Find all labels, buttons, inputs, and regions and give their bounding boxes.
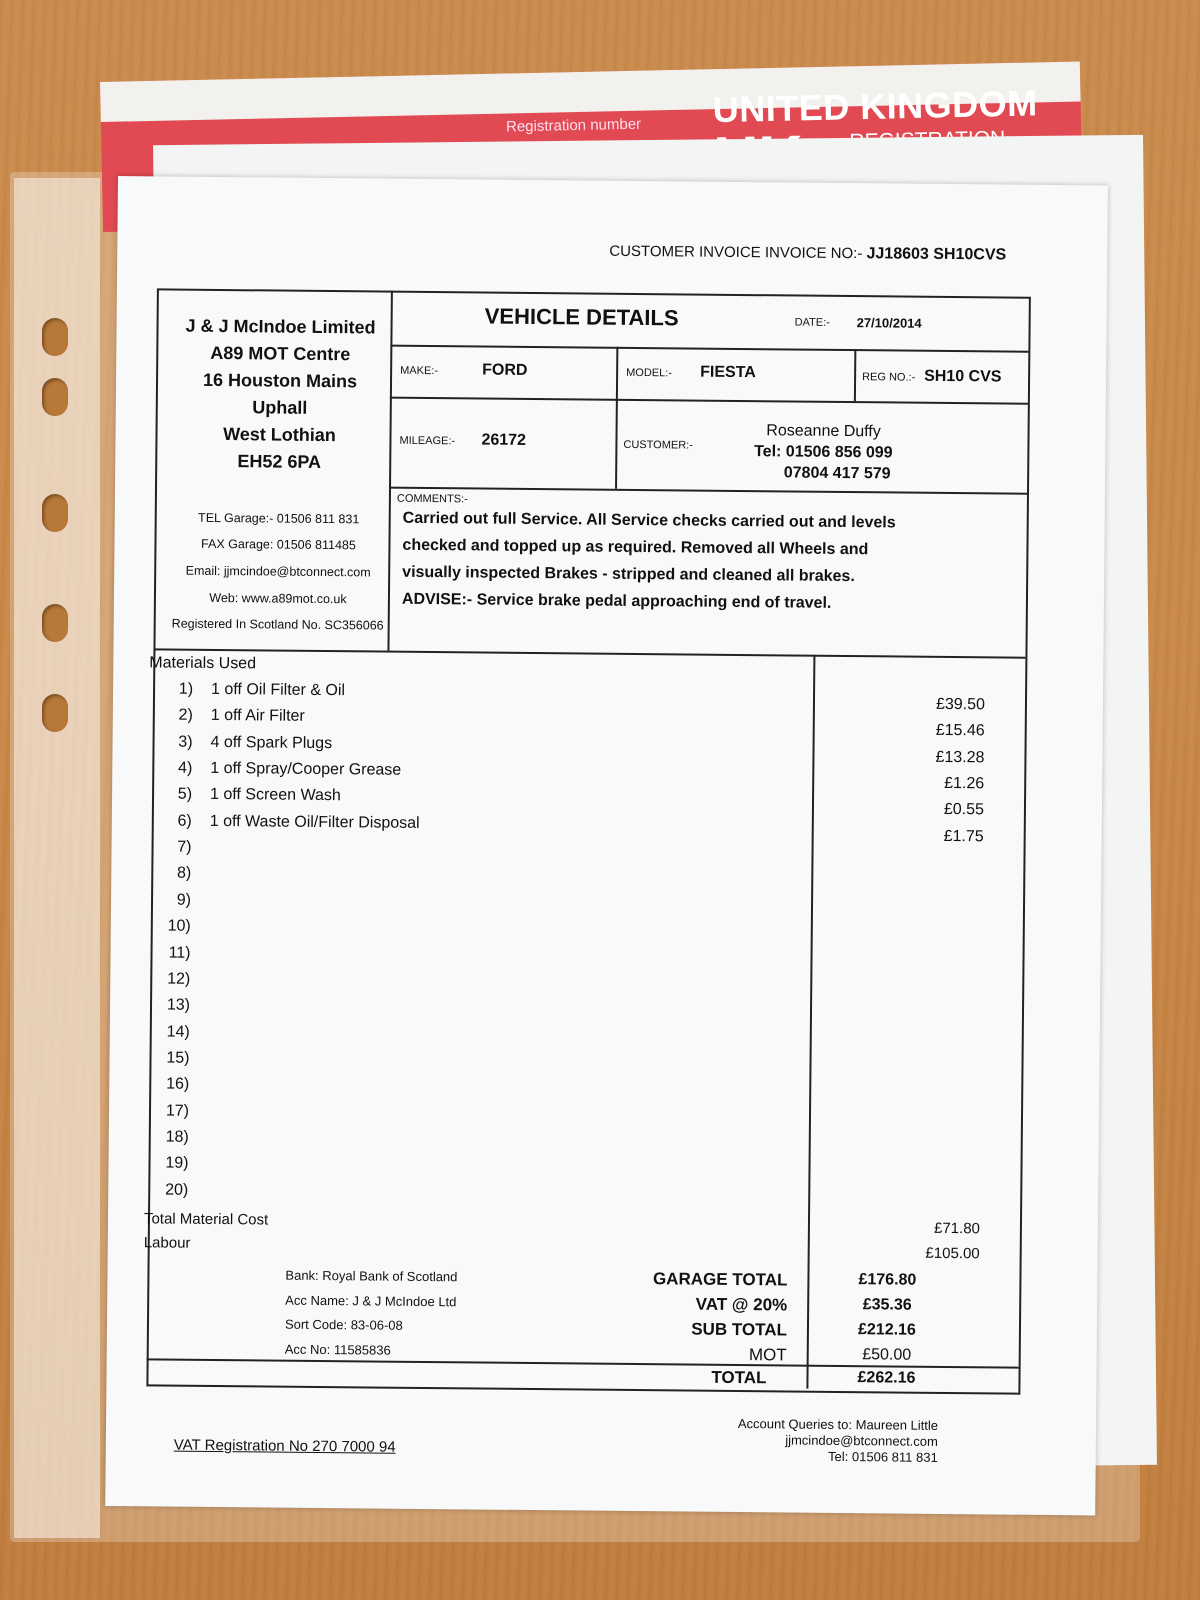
bank-name: Bank: Royal Bank of Scotland [285, 1267, 458, 1285]
sub-total-value: £212.16 [857, 1321, 916, 1339]
mileage-value: 26172 [481, 431, 527, 449]
model-value: FIESTA [700, 363, 756, 382]
bank-acc-name: Acc Name: J & J McIndoe Ltd [285, 1292, 457, 1310]
material-row [147, 838, 209, 857]
mot-label: MOT [748, 1345, 787, 1365]
material-row [144, 1154, 206, 1173]
material-number: 14) [166, 1023, 190, 1041]
garage-total-label: GARAGE TOTAL [652, 1269, 788, 1290]
garage-address [159, 312, 401, 476]
vat-label: VAT @ 20% [695, 1294, 788, 1315]
comments-text [402, 505, 1003, 619]
material-row [144, 1181, 206, 1200]
customer-label: CUSTOMER:- [623, 438, 693, 452]
comments-label: COMMENTS:- [396, 492, 468, 506]
invoice-header-label: CUSTOMER INVOICE INVOICE NO:- [609, 242, 863, 263]
material-row [145, 1128, 207, 1147]
material-number: 17) [165, 1102, 190, 1120]
material-number: 11) [168, 944, 191, 962]
material-price: £0.55 [943, 800, 985, 819]
material-number: 16) [166, 1075, 190, 1093]
account-queries [666, 1415, 938, 1466]
material-row [145, 1049, 207, 1068]
reg-value: SH10 CVS [924, 367, 1002, 386]
material-row [146, 970, 208, 989]
material-row [148, 759, 401, 779]
vat-value: £35.36 [862, 1296, 912, 1314]
address-line: Uphall [252, 397, 308, 418]
address-line: 16 Houston Mains [202, 369, 358, 392]
material-number: 8) [176, 864, 192, 882]
material-number: 1) [178, 680, 194, 698]
labour-value: £105.00 [925, 1244, 980, 1263]
material-row [145, 1102, 207, 1121]
customer-details [693, 420, 954, 485]
material-number: 2) [178, 706, 193, 724]
invoice-page [105, 176, 1108, 1515]
garage-fax: FAX Garage: 01506 811485 [201, 536, 356, 553]
vat-registration: VAT Registration No 270 7000 94 [173, 1436, 396, 1456]
material-number: 5) [177, 785, 193, 803]
garage-tel: TEL Garage:- 01506 811 831 [198, 510, 360, 527]
comment-line: checked and topped up as required. Removed all Wheels and [402, 536, 869, 559]
make-value: FORD [482, 361, 528, 379]
material-description: 1 off Spray/Cooper Grease [210, 759, 402, 779]
reg-label: REG NO.:- [862, 371, 916, 384]
material-number: 13) [166, 996, 191, 1014]
total-material-label: Total Material Cost [143, 1210, 269, 1229]
garage-total-value: £176.80 [858, 1271, 917, 1289]
material-row [147, 891, 209, 910]
address-line: EH52 6PA [237, 451, 322, 472]
comment-line: Carried out full Service. All Service checks carried out and levels [402, 509, 896, 532]
material-number: 20) [165, 1181, 189, 1199]
comment-line: ADVISE:- Service brake pedal approaching end of travel. [401, 590, 832, 612]
punch-hole [42, 604, 68, 642]
material-row [146, 1023, 208, 1042]
material-description: 4 off Spark Plugs [210, 733, 333, 753]
garage-web: Web: www.a89mot.co.uk [209, 590, 347, 607]
material-price: £1.26 [944, 774, 985, 793]
bank-sort-code: Sort Code: 83-06-08 [284, 1316, 403, 1333]
labour-label: Labour [143, 1234, 191, 1252]
material-description: 1 off Air Filter [210, 706, 305, 725]
registration-number-label: Registration number [505, 115, 642, 136]
material-row [148, 812, 420, 833]
account-queries-line: jjmcindoe@btconnect.com [785, 1432, 938, 1449]
total-label: TOTAL [711, 1367, 767, 1388]
vehicle-details-title: VEHICLE DETAILS [484, 303, 679, 331]
model-label: MODEL:- [626, 366, 673, 380]
garage-registered: Registered In Scotland No. SC356066 [171, 616, 384, 633]
material-description: 1 off Screen Wash [209, 785, 341, 805]
material-row [149, 706, 305, 725]
address-line: A89 MOT Centre [210, 342, 351, 365]
material-description: 1 off Oil Filter & Oil [210, 680, 346, 700]
material-number: 9) [176, 891, 192, 909]
material-number: 18) [165, 1128, 189, 1146]
punch-hole [42, 318, 68, 356]
date-value: 27/10/2014 [856, 315, 922, 331]
material-row [145, 1075, 207, 1094]
customer-name: Roseanne Duffy [766, 422, 881, 441]
punch-hole [42, 494, 68, 532]
material-number: 19) [165, 1154, 189, 1172]
material-price: £39.50 [935, 695, 986, 714]
invoice-no-value: JJ18603 SH10CVS [866, 245, 1007, 264]
address-line: West Lothian [223, 424, 336, 446]
sub-total-label: SUB TOTAL [691, 1319, 788, 1340]
garage-name: J & J McIndoe Limited [185, 315, 376, 338]
material-row [147, 864, 209, 883]
mileage-label: MILEAGE:- [399, 434, 456, 448]
punch-hole [42, 694, 68, 732]
punch-hole [42, 378, 68, 416]
account-queries-line: Tel: 01506 811 831 [828, 1448, 938, 1465]
customer-mobile: 07804 417 579 [783, 464, 891, 483]
material-number: 3) [178, 733, 193, 751]
material-number: 4) [178, 759, 193, 777]
material-row [149, 680, 345, 700]
date-label: DATE:- [794, 316, 830, 329]
account-queries-line: Account Queries to: Maureen Little [737, 1416, 939, 1433]
material-number: 6) [177, 812, 192, 830]
certificate-title: UNITED KINGDOM [712, 82, 1039, 131]
garage-email: Email: jjmcindoe@btconnect.com [185, 563, 371, 580]
invoice-number [609, 243, 1006, 265]
material-row [146, 996, 208, 1015]
customer-tel: Tel: 01506 856 099 [754, 443, 893, 462]
material-price: £15.46 [935, 721, 985, 740]
material-number: 15) [166, 1049, 190, 1067]
total-material-value: £71.80 [933, 1219, 981, 1238]
bank-acc-no: Acc No: 11585836 [284, 1341, 391, 1358]
material-price: £13.28 [935, 748, 985, 767]
material-row [146, 944, 208, 963]
mot-value: £50.00 [862, 1346, 912, 1364]
material-row [147, 917, 209, 936]
make-label: MAKE:- [400, 364, 439, 378]
material-number: 12) [167, 970, 191, 988]
comment-line: visually inspected Brakes - stripped and cleaned all brakes. [402, 563, 855, 586]
material-number: 10) [167, 917, 191, 935]
material-number: 7) [177, 838, 192, 856]
materials-title: Materials Used [149, 654, 257, 673]
material-row [148, 733, 332, 753]
total-value: £262.16 [857, 1369, 916, 1387]
material-row [148, 785, 341, 805]
material-price: £1.75 [943, 827, 984, 846]
material-description: 1 off Waste Oil/Filter Disposal [209, 812, 420, 832]
